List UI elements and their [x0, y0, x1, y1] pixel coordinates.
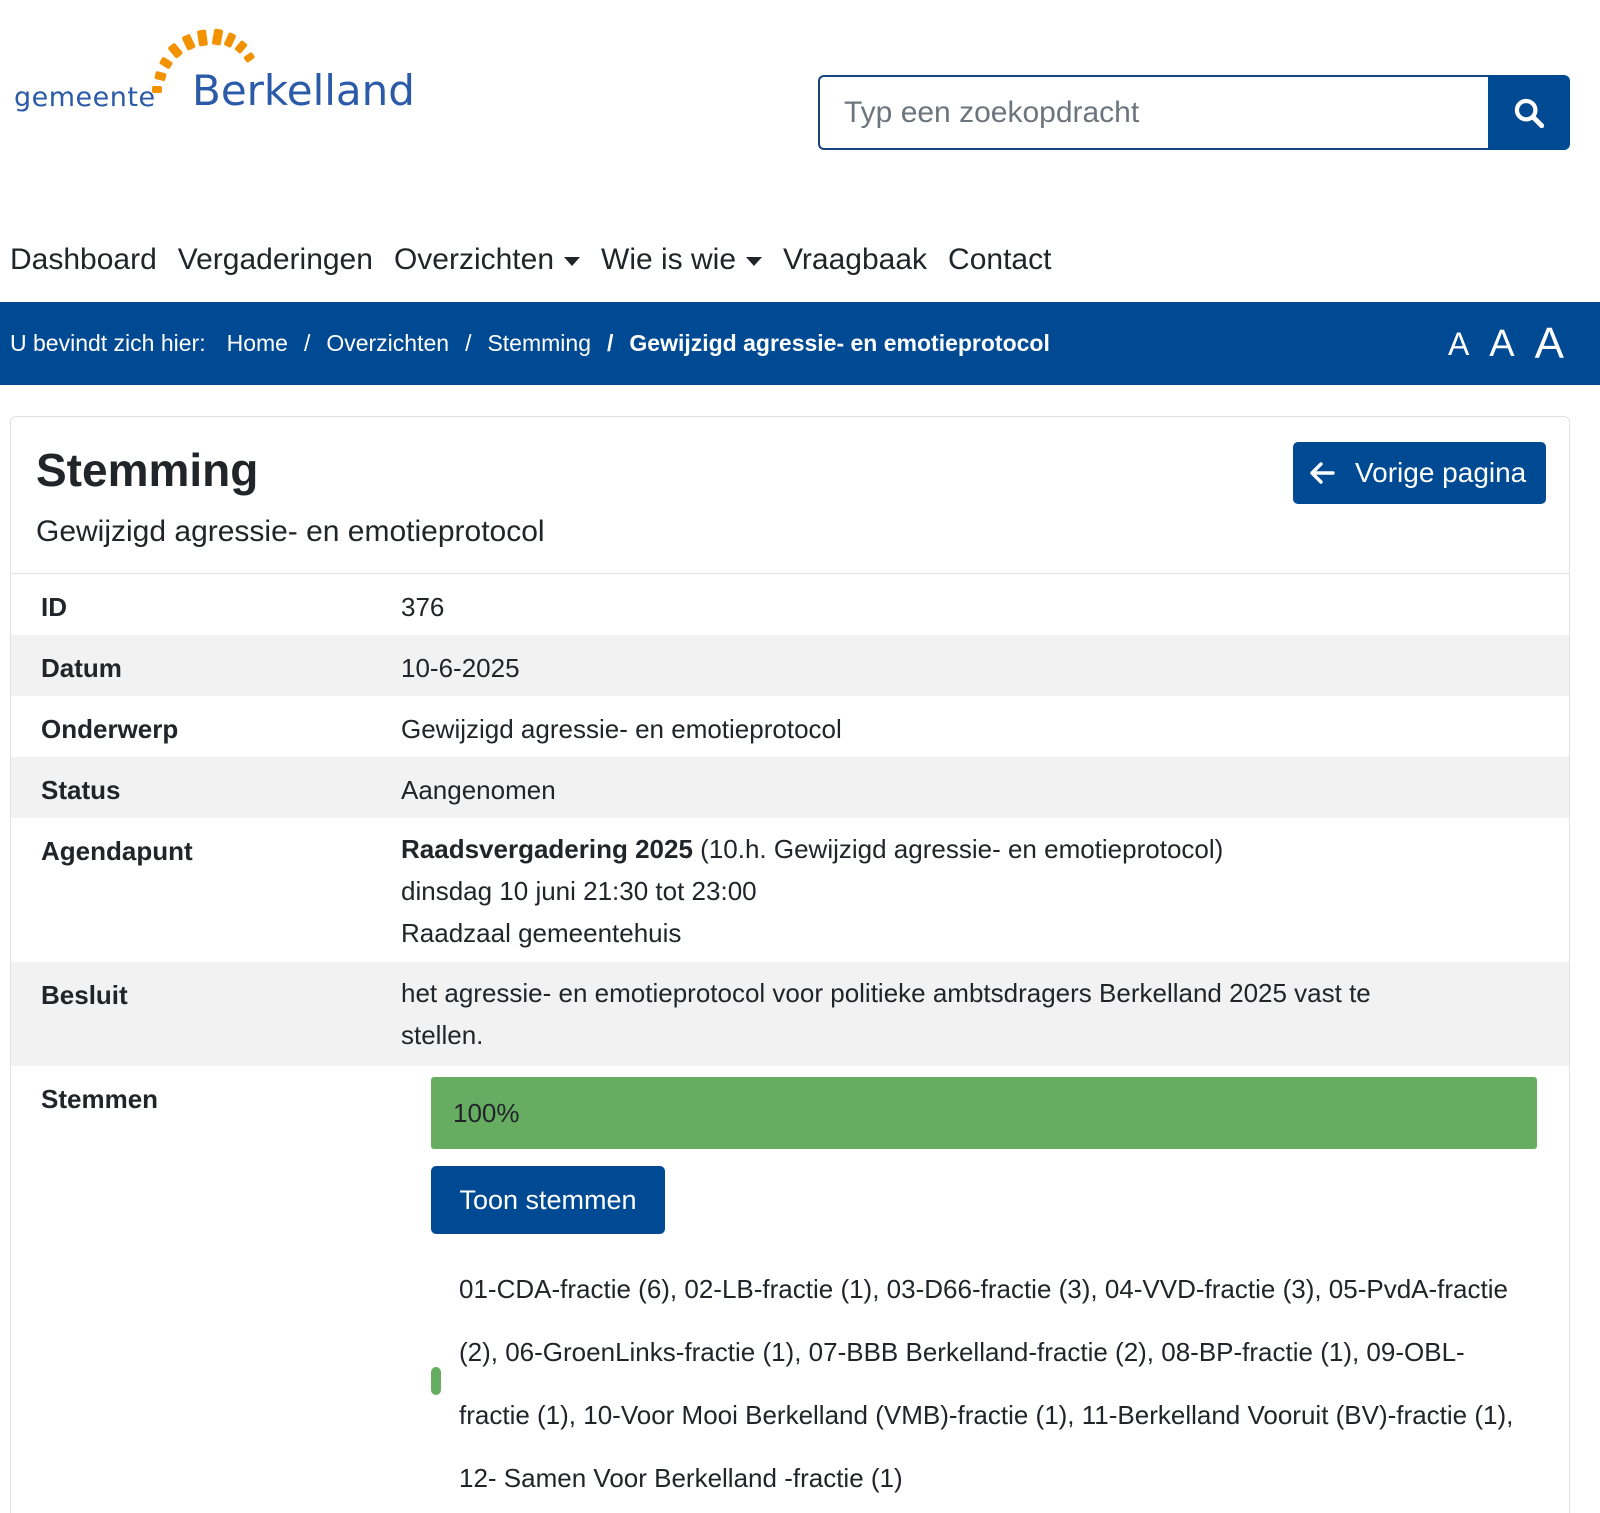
agendapunt-line — [401, 828, 1509, 870]
votes-for-list: 01-CDA-fractie (6), 02-LB-fractie (1), 03-D66-fractie (3), 04-VVD-fractie (3), 05-PvdA-fractie (2), 06-GroenLinks-fractie (1), 07-BBB Berkelland-fractie (2), 08-BP-fractie (1), 09-OBL-fractie (1), 10-Voor Mooi Berkelland (VMB)-fractie (1), 11-Berkelland Vooruit (BV)-fractie (1), 12- Samen Voor Berkelland -fractie (1) — [459, 1274, 1514, 1493]
vote-for-indicator — [431, 1367, 441, 1395]
breadcrumb-overzichten[interactable]: Overzichten — [326, 330, 450, 356]
row-label: Stemmen — [41, 1084, 159, 1114]
nav-item-wie-is-wie[interactable] — [601, 243, 762, 277]
nav-item-dashboard[interactable] — [10, 243, 157, 277]
breadcrumb-prefix: U bevindt zich hier: — [10, 330, 206, 356]
site-header — [0, 0, 1600, 276]
font-size-large-button[interactable]: A — [1534, 318, 1564, 368]
page-subtitle: Gewijzigd agressie- en emotieprotocol — [36, 515, 545, 548]
meeting-location: Raadzaal gemeentehuis — [401, 918, 682, 948]
municipality-logo[interactable] — [14, 24, 415, 124]
arrow-left-icon — [1309, 461, 1335, 485]
row-label: Agendapunt — [41, 836, 193, 866]
caret-down-icon — [564, 257, 580, 266]
table-row-datum — [11, 635, 1569, 696]
breadcrumb-separator: / — [465, 330, 472, 356]
caret-down-icon — [746, 257, 762, 266]
vote-detail-card — [10, 416, 1570, 1513]
vote-progress-fill — [431, 1077, 1537, 1149]
meeting-time: dinsdag 10 juni 21:30 tot 23:00 — [401, 876, 757, 906]
row-value — [401, 818, 1569, 962]
row-label: Besluit — [41, 980, 128, 1010]
show-votes-button[interactable]: Toon stemmen — [431, 1166, 665, 1234]
logo-word-berkelland: Berkelland — [192, 66, 415, 115]
nav-item-vergaderingen[interactable] — [178, 243, 373, 277]
row-label: Onderwerp — [41, 714, 179, 744]
breadcrumb-separator: / — [607, 330, 614, 356]
vote-progress-label: 100% — [453, 1097, 520, 1128]
breadcrumb — [10, 302, 1050, 385]
row-label: ID — [41, 592, 67, 622]
decision-line-2: stellen. — [401, 1020, 484, 1050]
nav-item-label: Contact — [948, 243, 1052, 276]
font-size-controls — [1428, 302, 1564, 385]
details-table — [11, 574, 1569, 1513]
nav-item-label: Dashboard — [10, 243, 157, 276]
logo-word-gemeente: gemeente — [14, 82, 156, 113]
font-size-small-button[interactable]: A — [1447, 325, 1470, 362]
row-label: Datum — [41, 653, 122, 683]
meeting-link[interactable]: Raadsvergadering 2025 — [401, 834, 693, 864]
decision-line-1: het agressie- en emotieprotocol voor politieke ambtsdragers Berkelland 2025 vast te — [401, 978, 1371, 1008]
nav-item-vraagbaak[interactable] — [783, 243, 927, 277]
nav-item-label: Overzichten — [393, 243, 555, 276]
back-button[interactable] — [1293, 442, 1546, 504]
vote-progress-bar — [431, 1077, 1537, 1149]
search-input[interactable] — [818, 75, 1488, 150]
search-icon — [1512, 96, 1546, 130]
row-label: Status — [41, 775, 121, 805]
row-value: 376 — [401, 592, 445, 622]
table-row-besluit — [11, 962, 1569, 1066]
table-row-status — [11, 757, 1569, 818]
nav-item-label: Vraagbaak — [783, 243, 928, 276]
row-value: Gewijzigd agressie- en emotieprotocol — [401, 714, 842, 744]
table-row-id — [11, 574, 1569, 635]
search-bar — [818, 75, 1570, 150]
breadcrumb-home[interactable]: Home — [226, 330, 288, 356]
row-value: Aangenomen — [401, 775, 556, 805]
nav-item-label: Wie is wie — [601, 243, 737, 276]
breadcrumb-separator: / — [303, 330, 311, 356]
agenda-item-text: (10.h. Gewijzigd agressie- en emotieprotocol) — [692, 834, 1224, 864]
page-title: Stemming — [36, 444, 259, 496]
main-nav — [10, 238, 1072, 282]
breadcrumb-stemming[interactable]: Stemming — [487, 330, 591, 356]
breadcrumb-bar — [0, 302, 1600, 385]
nav-item-label: Vergaderingen — [177, 243, 373, 276]
back-button-label: Vorige pagina — [1355, 457, 1527, 488]
breadcrumb-current: Gewijzigd agressie- en emotieprotocol — [629, 330, 1050, 356]
table-row-stemmen — [11, 1066, 1569, 1513]
table-row-onderwerp — [11, 696, 1569, 757]
nav-item-contact[interactable] — [948, 243, 1051, 277]
row-value — [401, 962, 1569, 1066]
table-row-agendapunt — [11, 818, 1569, 962]
search-button[interactable] — [1488, 75, 1570, 150]
font-size-medium-button[interactable]: A — [1489, 322, 1515, 365]
nav-item-overzichten[interactable] — [394, 243, 580, 277]
row-value: 10-6-2025 — [401, 653, 520, 683]
